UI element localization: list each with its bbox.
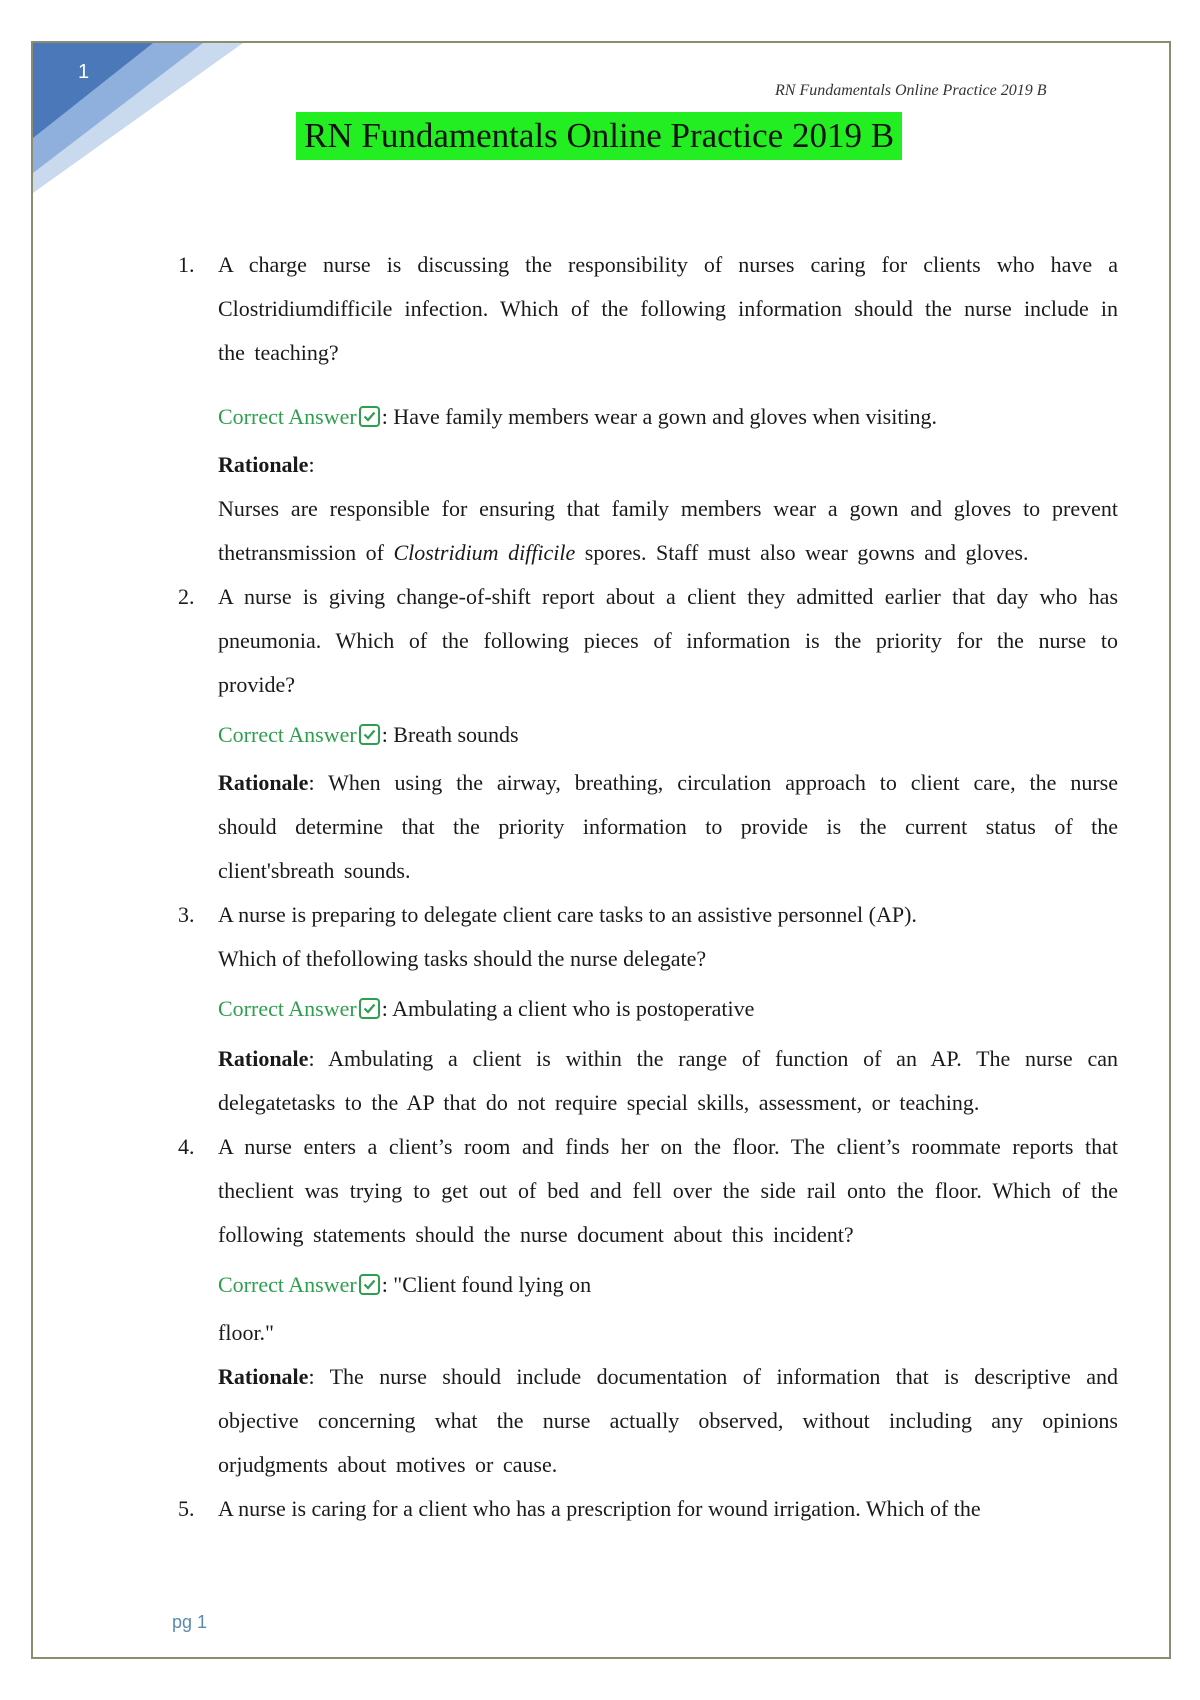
question-text: A nurse is caring for a client who has a prescription for wound irrigation. Which of the [218, 1496, 981, 1521]
rationale-3 [218, 1037, 1118, 1125]
checkbox-checked-icon [359, 998, 380, 1019]
rationale-label: Rationale [218, 452, 309, 477]
correct-answer-label: Correct Answer [218, 996, 357, 1021]
checkbox-checked-icon [359, 406, 380, 427]
correct-answer-2 [218, 713, 1118, 757]
question-text: A charge nurse is discussing the responsibility of nurses caring for clients who have a Clostridiumdifficile infection. Which of the following information should the nurse include in the teaching? [218, 252, 1118, 365]
correct-answer-label: Correct Answer [218, 722, 357, 747]
rationale-label: Rationale [218, 770, 309, 795]
question-list [178, 195, 1118, 1531]
rationale-text: : The nurse should include documentation of information that is descriptive and objective concerning what the nurse actually observed, without including any opinions orjudgments about motives or cause. [218, 1364, 1118, 1477]
correct-answer-1 [218, 395, 1118, 439]
running-header: RN Fundamentals Online Practice 2019 B [775, 82, 1047, 99]
rationale-text: : Ambulating a client is within the range of function of an AP. The nurse can delegatetasks to the AP that do not require special skills, assessment, or teaching. [218, 1046, 1118, 1115]
rationale-1: Rationale: [218, 452, 315, 477]
question-number: 5. [178, 1496, 195, 1521]
page-title: RN Fundamentals Online Practice 2019 B [296, 112, 902, 160]
checkbox-checked-icon [359, 724, 380, 745]
correct-answer-label: Correct Answer [218, 1272, 357, 1297]
rationale-label: Rationale [218, 1046, 309, 1071]
question-4 [178, 1125, 1118, 1257]
question-number: 4. [178, 1134, 195, 1159]
answer-text: : Breath sounds [381, 722, 519, 747]
question-number: 1. [178, 252, 195, 277]
rationale-text-1 [218, 487, 1118, 575]
correct-answer-4 [218, 1263, 1118, 1307]
question-2 [178, 575, 1118, 707]
checkbox-checked-icon [359, 1274, 380, 1295]
question-number: 2. [178, 584, 195, 609]
question-5 [178, 1487, 1118, 1531]
answer-continuation-4: floor." [218, 1320, 275, 1345]
question-text: A nurse enters a client’s room and finds her on the floor. The client’s roommate reports that theclient was trying to get out of bed and fell over the side rail onto the floor. Which of the following statements should the nurse document about this incident? [218, 1134, 1118, 1247]
correct-answer-label: Correct Answer [218, 404, 357, 429]
question-1 [178, 243, 1118, 375]
rationale-text-part: spores. Staff must also wear gowns and gloves. [575, 540, 1029, 565]
rationale-text-part: Nurses are responsible for ensuring that family members wear a gown and gloves to prevent thetransmission of [218, 496, 1118, 565]
question-number: 3. [178, 902, 195, 927]
question-text-line: Which of thefollowing tasks should the nurse delegate? [218, 946, 707, 971]
question-3 [178, 893, 1118, 981]
page-footer: pg 1 [172, 1612, 208, 1632]
rationale-2 [218, 761, 1118, 893]
correct-answer-3 [218, 987, 1118, 1031]
rationale-label: Rationale [218, 1364, 309, 1389]
page-number: 1 [78, 61, 90, 83]
question-text-line: A nurse is preparing to delegate client care tasks to an assistive personnel (AP). [218, 902, 917, 927]
question-text: A nurse is giving change-of-shift report about a client they admitted earlier that day who has pneumonia. Which of the following pieces of information is the priority for the nurse to provide? [218, 584, 1118, 697]
rationale-4 [218, 1355, 1118, 1487]
answer-text: : Have family members wear a gown and gloves when visiting. [381, 404, 938, 429]
answer-text: : Ambulating a client who is postoperative [381, 996, 755, 1021]
rationale-italic-term: Clostridium difficile [393, 540, 576, 565]
corner-decoration [33, 43, 253, 203]
answer-text: : "Client found lying on [381, 1272, 592, 1297]
rationale-text: : When using the airway, breathing, circulation approach to client care, the nurse should determine that the priority information to provide is the current status of the client'sbreath sounds. [218, 770, 1118, 883]
